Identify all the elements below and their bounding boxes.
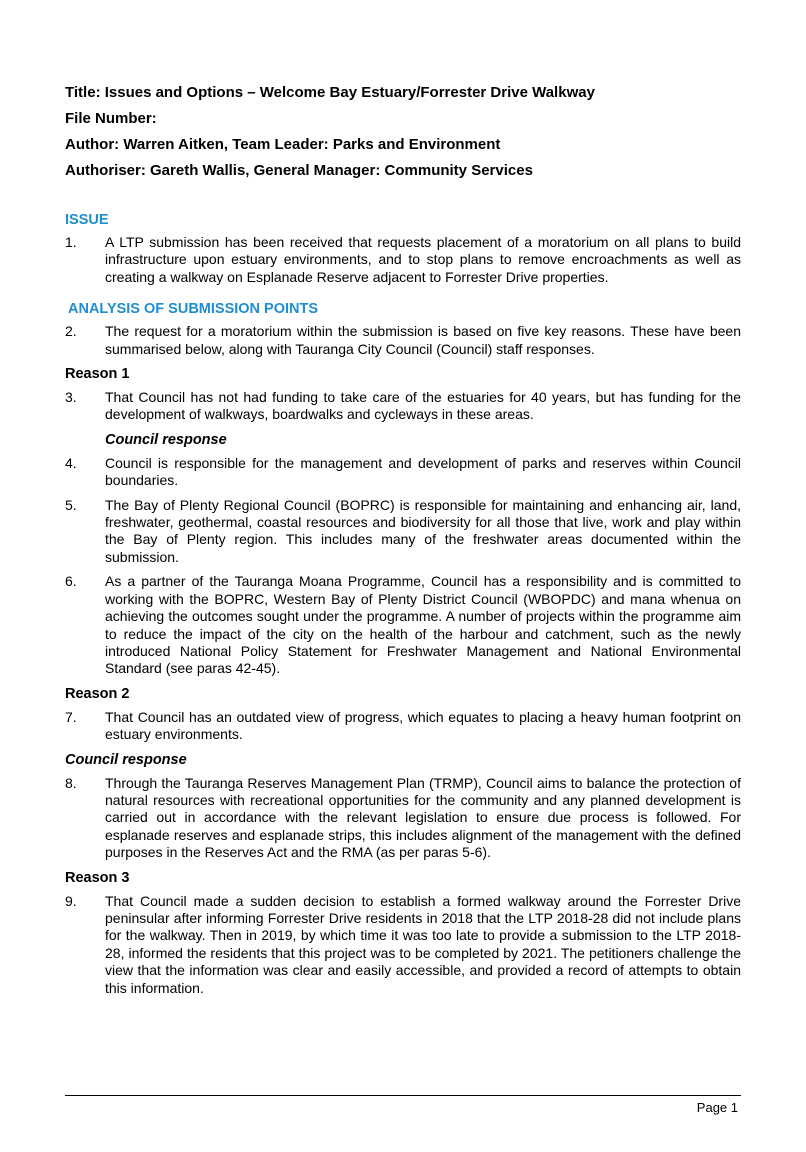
paragraph-6 <box>65 573 741 677</box>
para-text: The request for a moratorium within the submission is based on five key reasons. These have been summarised below, along with Tauranga City Council (Council) staff responses. <box>105 323 741 357</box>
paragraph-3 <box>65 389 741 424</box>
para-number: 2. <box>65 323 77 340</box>
para-number: 1. <box>65 234 77 250</box>
para-number: 3. <box>65 389 77 406</box>
authoriser-value: : Gareth Wallis, General Manager: Community Services <box>140 162 533 179</box>
para-number: 8. <box>65 774 77 791</box>
para-text: Council is responsible for the management and development of parks and reserves within Council boundaries. <box>105 454 741 489</box>
document-body <box>65 84 741 1004</box>
paragraph-9 <box>65 893 741 997</box>
authoriser-label: Authoriser <box>65 162 141 179</box>
para-text: The Bay of Plenty Regional Council (BOPRC) is responsible for maintaining and enhancing air, land, freshwater, geothermal, coastal resources and biodiversity for all those that live, work and play within the Bay of Plenty region. This includes many of the freshwater areas documented within the submission. <box>105 496 741 565</box>
para-number: 5. <box>65 496 77 513</box>
council-response-heading: Council response <box>65 751 187 768</box>
paragraph-1 <box>65 234 741 286</box>
paragraph-8 <box>65 775 741 862</box>
paragraph-5 <box>65 497 741 567</box>
para-number: 6. <box>65 573 77 590</box>
para-text: As a partner of the Tauranga Moana Programme, Council has a responsibility and is committed to working with the BOPRC, Western Bay of Plenty District Council (WBOPDC) and mana whenua on achieving the outcomes sought under the programme. A number of projects within the programme aim to reduce the impact of the city on the health of the harbour and catchment, such as the newly introduced National Policy Statement for Freshwater Management and National Environmental Standard (see paras 42-45). <box>105 573 741 677</box>
para-text: That Council has an outdated view of progress, which equates to placing a heavy human footprint on estuary environments. <box>105 708 741 743</box>
para-number: 9. <box>65 892 77 909</box>
doc-title: Title: Issues and Options – Welcome Bay Estuary/Forrester Drive Walkway <box>65 84 595 101</box>
paragraph-2 <box>65 323 741 358</box>
para-number: 7. <box>65 708 77 725</box>
paragraph-7 <box>65 709 741 744</box>
para-number: 4. <box>65 454 77 471</box>
file-number: File Number: <box>65 110 157 127</box>
reason-1-heading: Reason 1 <box>65 366 130 383</box>
page-number: Page 1 <box>696 1100 738 1115</box>
authoriser <box>65 162 741 180</box>
para-text: That Council has not had funding to take care of the estuaries for 40 years, but has funding for the development of walkways, boardwalks and cycleways in these areas. <box>105 389 741 423</box>
section-issue: ISSUE <box>65 212 109 228</box>
section-analysis: ANALYSIS OF SUBMISSION POINTS <box>68 301 319 318</box>
council-response-heading: Council response <box>105 431 227 448</box>
para-text: Through the Tauranga Reserves Management Plan (TRMP), Council aims to balance the protection of natural resources with recreational opportunities for the community and any planned development is carried out in accordance with the relevant legislation to ensure due process is followed. For esplanade reserves and esplanade strips, this includes alignment of the management with the defined purposes in the Reserves Act and the RMA (as per paras 5-6). <box>105 774 741 861</box>
reason-2-heading: Reason 2 <box>65 685 130 702</box>
para-text: A LTP submission has been received that requests placement of a moratorium on all plans to build infrastructure upon estuary environments, and to stop plans to remove encroachments as well as creating a walkway on Esplanade Reserve adjacent to Forrester Drive properties. <box>105 234 741 285</box>
para-text: That Council made a sudden decision to establish a formed walkway around the Forrester Drive peninsular after informing Forrester Drive residents in 2018 that the LTP 2018-28 did not include plans for the walkway. Then in 2019, by which time it was too late to provide a submission to the LTP 2018-28, informed the residents that this project was to be completed by 2021. The petitioners challenge the view that the information was clear and easily accessible, and provided a record of attempts to obtain this information. <box>105 892 741 996</box>
author: Author: Warren Aitken, Team Leader: Parks and Environment <box>65 136 501 153</box>
footer-divider <box>65 1095 741 1096</box>
paragraph-4 <box>65 455 741 490</box>
reason-3-heading: Reason 3 <box>65 869 130 886</box>
